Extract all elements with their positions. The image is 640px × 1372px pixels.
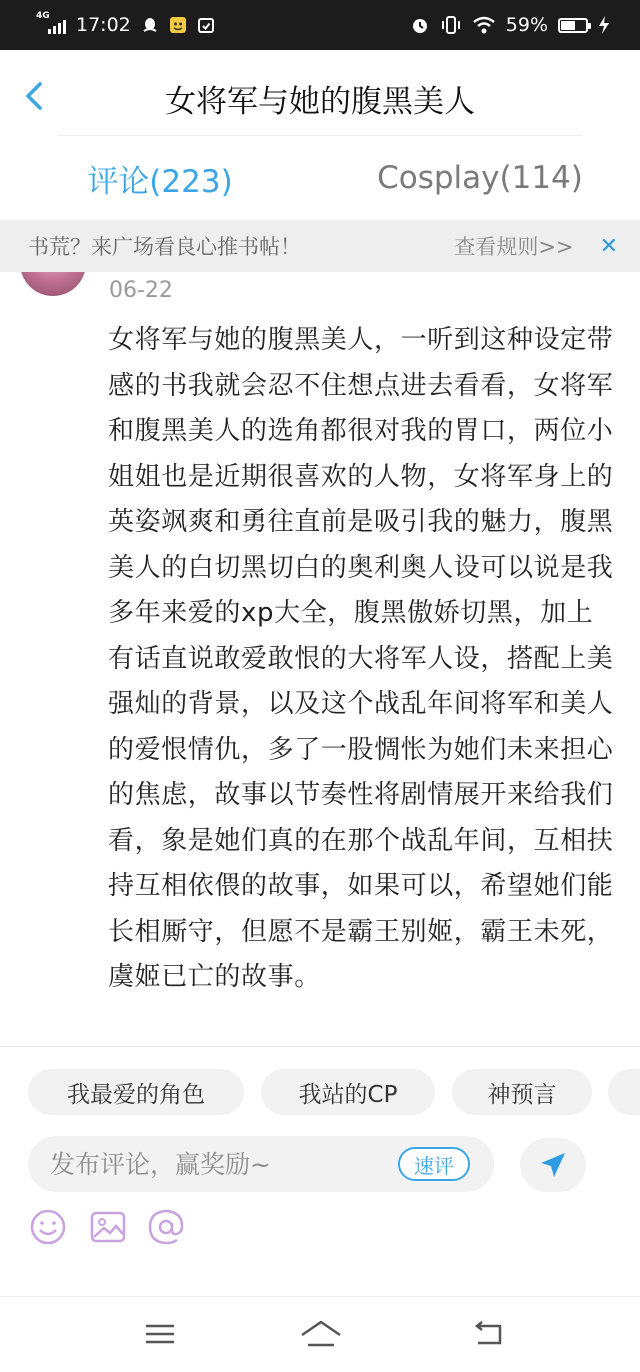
tab-bar [0,136,640,220]
wifi-icon [472,15,496,35]
vibrate-icon [440,15,462,35]
send-button[interactable] [520,1138,586,1192]
signal-icon [36,11,66,35]
comment-input-box [28,1136,494,1192]
send-icon [538,1150,568,1180]
calendar-notification-icon [197,16,215,34]
tag-chip-favorite-character[interactable]: 我最爱的角色 [28,1069,244,1115]
quick-review-button[interactable]: 速评 [398,1147,470,1181]
compose-panel [0,1046,640,1296]
menu-icon[interactable] [140,1317,180,1351]
network-type: 4G [36,11,50,21]
emoji-icon[interactable] [28,1207,68,1247]
status-bar-left [36,11,215,36]
tag-chip-more[interactable] [608,1069,640,1115]
back-icon[interactable] [468,1317,508,1351]
alarm-icon [410,15,430,35]
page-title: 女将军与她的腹黑美人 [165,84,475,120]
charging-icon [598,16,610,34]
qq-notification-icon [141,16,159,34]
tab-comments[interactable]: 评论(223) [87,163,233,200]
app-notification-icon [169,16,187,34]
notice-banner[interactable] [0,220,640,272]
status-bar-right [410,14,610,36]
tab-cosplay[interactable]: Cosplay(114) [377,160,583,196]
view-rules-link[interactable]: 查看规则>> [454,235,574,259]
home-icon[interactable] [298,1317,344,1351]
battery-fill [561,21,575,30]
tag-chip-my-cp[interactable]: 我站的CP [261,1069,435,1115]
tag-chip-prophecy[interactable]: 神预言 [452,1069,592,1115]
clock: 17:02 [76,14,131,36]
comment-date: 06-22 [109,278,173,303]
image-icon[interactable] [88,1207,128,1247]
battery-percent: 59% [505,14,548,36]
system-nav-bar [0,1296,640,1372]
header [0,50,640,136]
at-icon[interactable] [146,1207,186,1247]
battery-icon [558,18,588,33]
notice-text[interactable]: 书荒？来广场看良心推书帖！ [28,235,301,259]
status-bar [0,0,640,50]
close-icon[interactable]: ✕ [599,233,618,259]
comment-body: 女将军与她的腹黑美人，一听到这种设定带感的书我就会忍不住想点进去看看，女将军和腹黑美人的选角都很对我的胃口，两位小姐姐也是近期很喜欢的人物，女将军身上的英姿飒爽和勇往直前是吸引我的魅力，腹黑美人的白切黑切白的奥利奥人设可以说是我多年来爱的xp大全，腹黑傲娇切黑，加上有话直说敢爱敢恨的大将军人设，搭配上美强灿的背景，以及这个战乱年间将军和美人的爱恨情仇，多了一股惆怅为她们未来担心的焦虑，故事以节奏性将剧情展开来给我们看，象是她们真的在那个战乱年间，互相扶持互相依偎的故事，如果可以，希望她们能长相厮守，但愿不是霸王别姬，霸王未死，虞姬已亡的故事。 [108,325,614,992]
